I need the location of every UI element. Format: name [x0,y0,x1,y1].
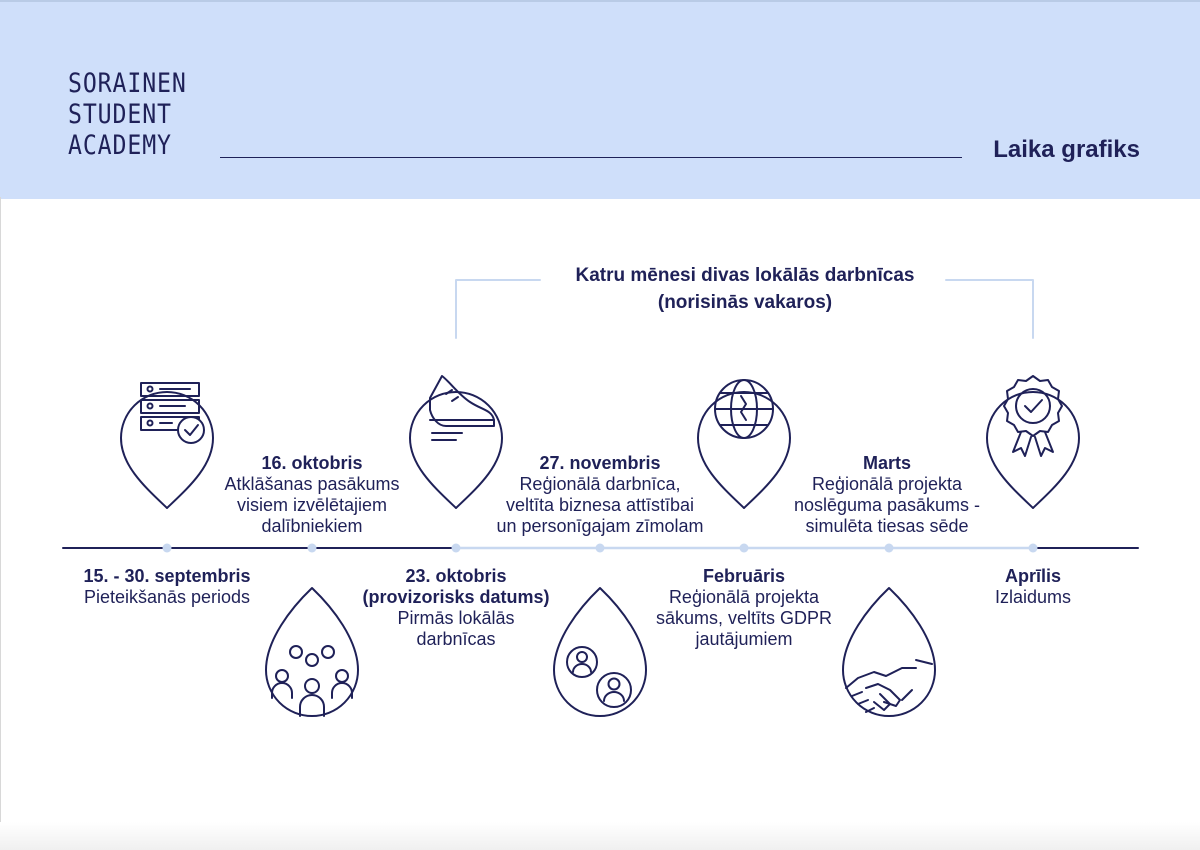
logo-line-2: STUDENT [68,99,172,130]
milestone-text: Reģionālā projekta sākums, veltīts GDPR jautājumiem [655,587,833,649]
milestone-text: Reģionālā projekta noslēguma pasākums - simulēta tiesas sēde [793,474,981,536]
milestone-date: 27. novembris [539,453,661,473]
milestone-date: 15. - 30. septembris [83,566,251,586]
timeline-dot-2 [308,544,317,553]
milestone-date: Februāris [702,566,786,586]
milestone-text: Izlaidums [994,587,1072,607]
milestone-label-6 [767,453,1007,537]
bracket-right [946,280,1033,338]
timeline-dot-5 [740,544,749,553]
milestone-label-1 [47,566,287,608]
milestone-label-4 [476,453,724,537]
running-shoe-icon [430,376,494,440]
timeline-dot-4 [596,544,605,553]
milestone-label-5 [624,566,864,650]
milestone-label-3 [334,566,578,650]
milestone-text: Atklāšanas pasākums visiem izvēlētajiem dalībniekiem [224,474,400,536]
milestone-date: 16. oktobris [261,453,363,473]
milestone-date: 23. oktobris (provizorisks datums) [362,566,550,607]
workshops-note-line-2: (norisinās vakaros) [657,292,833,313]
timeline-dot-1 [163,544,172,553]
bracket-left [456,280,540,338]
milestone-date: Aprīlis [1004,566,1061,586]
workshops-note-line-1: Katru mēnesi divas lokālās darbnīcas [575,265,915,286]
milestone-date: Marts [862,453,911,473]
two-persons-icon [567,647,631,707]
milestone-text: Reģionālā darbnīca, veltīta biznesa attīstībai un personīgajam zīmolam [496,474,704,536]
milestone-label-2 [192,453,432,537]
milestone-text: Pieteikšanās periods [83,587,251,607]
logo-line-3: ACADEMY [68,130,172,161]
logo-line-1: SORAINEN [68,68,187,99]
award-badge-icon [1004,376,1062,456]
timeline-dot-6 [885,544,894,553]
timeline-dot-3 [452,544,461,553]
milestone-label-7 [943,566,1123,608]
timeline-dot-7 [1029,544,1038,553]
page-title: Laika grafiks [993,136,1140,163]
milestone-text: Pirmās lokālās darbnīcas [397,608,515,649]
globe-icon [715,380,773,438]
